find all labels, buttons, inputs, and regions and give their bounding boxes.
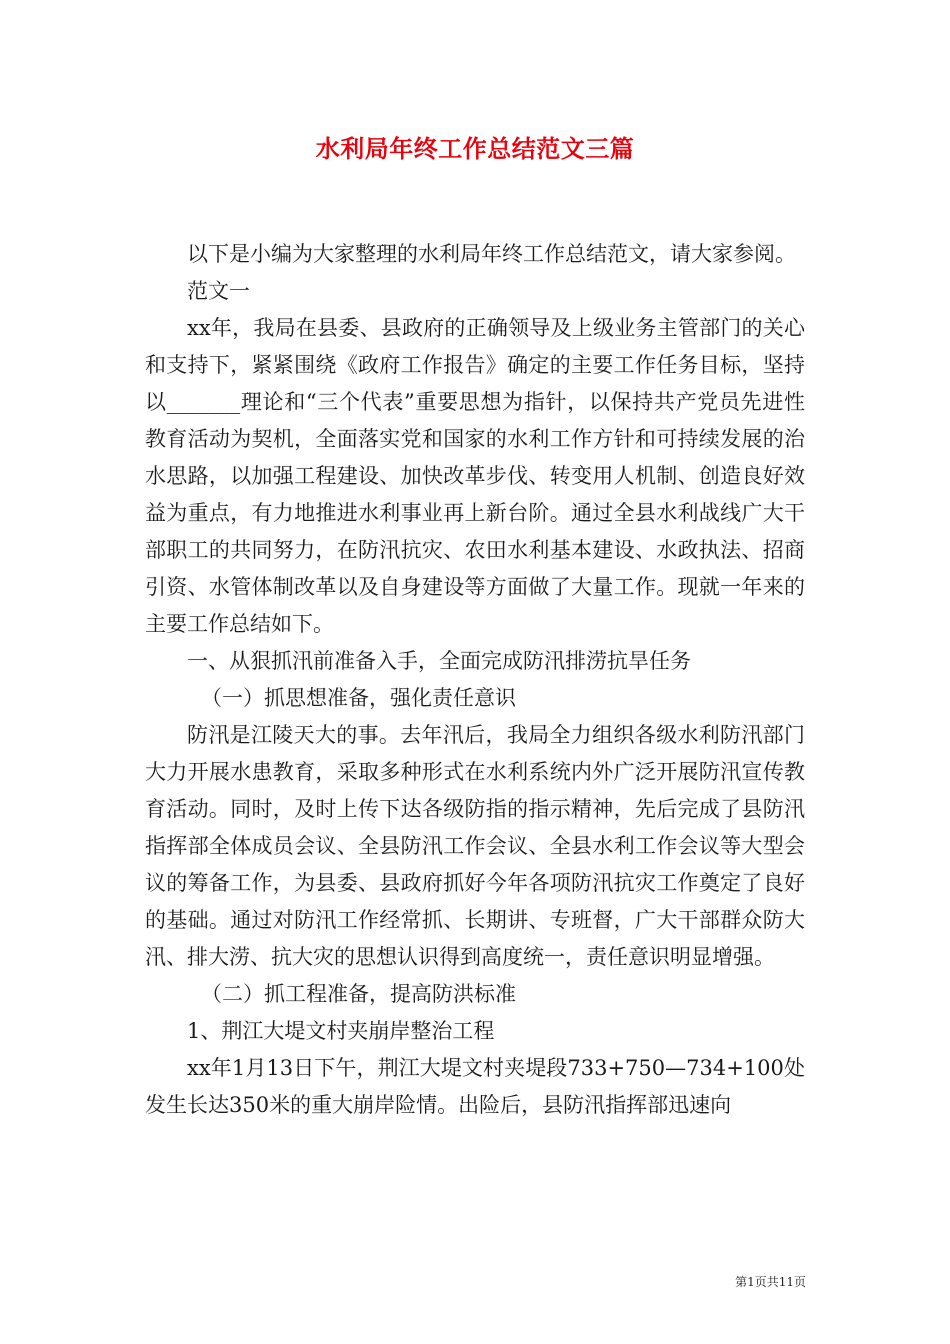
item-heading: 1、荆江大堤文村夹崩岸整治工程 [187,1019,495,1043]
section-heading: 一、从狠抓汛前准备入手，全面完成防汛排涝抗旱任务 [187,649,691,673]
subsection-heading: （二）抓工程准备，提高防洪标准 [201,982,516,1006]
body-paragraph: xx年1月13日下午，荆江大堤文村夹堤段733+750—734+100处发生长达350米的重大崩岸险情。出险后，县防汛指挥部迅速向 [145,1056,805,1117]
page-number: 第1页共11页 [735,1275,806,1289]
document-title: 水利局年终工作总结范文三篇 [315,135,635,163]
section-label: 范文一 [187,279,250,303]
body-paragraph: 防汛是江陵天大的事。去年汛后，我局全力组织各级水利防汛部门大力开展水患教育，采取多种形式在水利系统内外广泛开展防汛宣传教育活动。同时，及时上传下达各级防指的指示精神，先后完成了县防汛指挥部全体成员会议、全县防汛工作会议、全县水利工作会议等大型会议的筹备工作，为县委、县政府抓好今年各项防汛抗灾工作奠定了良好的基础。通过对防汛工作经常抓、长期讲、专班督，广大干部群众防大汛、排大涝、抗大灾的思想认识得到高度统一，责任意识明显增强。 [145,723,805,969]
document-body [145,236,805,1124]
intro-paragraph: 以下是小编为大家整理的水利局年终工作总结范文，请大家参阅。 [187,242,796,266]
body-paragraph: xx年，我局在县委、县政府的正确领导及上级业务主管部门的关心和支持下，紧紧围绕《政府工作报告》确定的主要工作任务目标，坚持以_______理论和“三个代表”重要思想为指针，以保持共产党员先进性教育活动为契机，全面落实党和国家的水利工作方针和可持续发展的治水思路，以加强工程建设、加快改革步伐、转变用人机制、创造良好效益为重点，有力地推进水利事业再上新台阶。通过全县水利战线广大干部职工的共同努力，在防汛抗灾、农田水利基本建设、水政执法、招商引资、水管体制改革以及自身建设等方面做了大量工作。现就一年来的主要工作总结如下。 [145,316,805,636]
subsection-heading: （一）抓思想准备，强化责任意识 [201,686,516,710]
